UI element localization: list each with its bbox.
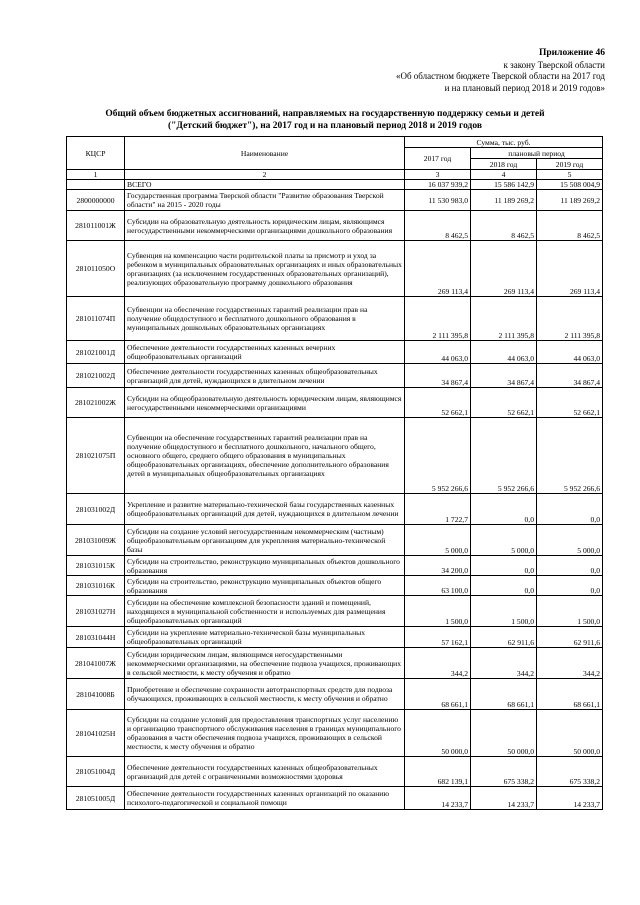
appendix-line: «Об областном бюджете Тверской области на 2017 год <box>395 71 605 81</box>
table-row <box>67 388 603 418</box>
row-value-2017: 8 462,5 <box>405 211 471 241</box>
row-name: Приобретение и обеспечение сохранности автотранспортных средств для подвоза обучающихся, проживающих в сельской местности, к месту обучения и обратно <box>125 679 405 710</box>
row-value-2017: 5 952 266,6 <box>405 418 471 494</box>
row-value-2018: 14 233,7 <box>471 787 537 810</box>
row-value-2018: 5 952 266,6 <box>471 418 537 494</box>
row-code: 281011050О <box>67 241 125 297</box>
row-name: Субвенции на обеспечение государственных гарантий реализации прав на получение общедоступного и бесплатного дошкольного, начального общего, основного общего, среднего общего образования в муниципальных общеобразовательных организациях, обеспечение дополнительного образования детей в муниципальных общеобразовательных организациях <box>125 418 405 494</box>
row-name: Субсидии на образовательную деятельность юридическим лицам, являющимся негосударственными некоммерческими организациями дошкольного образования <box>125 211 405 241</box>
row-value-2019: 11 189 269,2 <box>537 190 603 211</box>
row-value-2017: 50 000,0 <box>405 710 471 757</box>
table-row <box>67 648 603 679</box>
row-name: Укрепление и развитие материально-технической базы государственных казенных общеобразовательных организаций для детей, нуждающихся в длительном лечении <box>125 494 405 525</box>
row-value-2017: 269 113,4 <box>405 241 471 297</box>
row-name: Субсидии на общеобразовательную деятельность юридическим лицам, являющимся негосударственными некоммерческими организациями <box>125 388 405 418</box>
column-numbers-row <box>67 170 603 180</box>
row-code: 281011001Ж <box>67 211 125 241</box>
table-row <box>67 241 603 297</box>
row-value-2019: 675 338,2 <box>537 757 603 787</box>
row-value-2019: 34 867,4 <box>537 364 603 388</box>
table-row <box>67 180 603 190</box>
row-value-2017: 63 100,0 <box>405 576 471 596</box>
row-name: Обеспечение деятельности государственных казенных вечерних общеобразовательных организаций <box>125 341 405 364</box>
row-value-2017: 14 233,7 <box>405 787 471 810</box>
table-row <box>67 341 603 364</box>
row-name: Обеспечение деятельности государственных казенных организаций по оказанию психолого-педагогической и социальной помощи <box>125 787 405 810</box>
row-value-2019: 62 911,6 <box>537 627 603 648</box>
header-sum: Сумма, тыс. руб. <box>405 137 603 148</box>
row-value-2018: 0,0 <box>471 494 537 525</box>
row-code: 281031002Д <box>67 494 125 525</box>
row-value-2018: 34 867,4 <box>471 364 537 388</box>
row-code: 281031009Ж <box>67 525 125 556</box>
row-value-2019: 52 662,1 <box>537 388 603 418</box>
header-2018: 2018 год <box>471 159 537 170</box>
row-code: 281051005Д <box>67 787 125 810</box>
row-value-2018: 50 000,0 <box>471 710 537 757</box>
row-value-2019: 1 500,0 <box>537 596 603 627</box>
row-value-2019: 269 113,4 <box>537 241 603 297</box>
row-value-2017: 5 000,0 <box>405 525 471 556</box>
row-code: 281031044Н <box>67 627 125 648</box>
row-value-2019: 44 063,0 <box>537 341 603 364</box>
table-row <box>67 190 603 211</box>
row-name: Субсидии на обеспечение комплексной безопасности зданий и помещений, находящихся в муниципальной собственности и используемых для размещения общеобразовательных организаций <box>125 596 405 627</box>
row-value-2018: 11 189 269,2 <box>471 190 537 211</box>
header-2019: 2019 год <box>537 159 603 170</box>
table-row <box>67 525 603 556</box>
row-value-2018: 52 662,1 <box>471 388 537 418</box>
column-number: 5 <box>537 170 603 180</box>
document-title <box>40 108 610 132</box>
budget-table <box>66 136 603 810</box>
table-row <box>67 364 603 388</box>
column-number: 1 <box>67 170 125 180</box>
table-row <box>67 596 603 627</box>
table-row <box>67 679 603 710</box>
row-name: Субсидии юридическим лицам, являющимся негосударственными некоммерческими организациями, на обеспечение подвоза учащихся, проживающих в сельской местности, к месту обучения и обратно <box>125 648 405 679</box>
table-row <box>67 418 603 494</box>
row-code: 281031016К <box>67 576 125 596</box>
table-row <box>67 297 603 341</box>
row-value-2017: 34 200,0 <box>405 556 471 576</box>
row-value-2017: 1 500,0 <box>405 596 471 627</box>
appendix-line: и на плановый период 2018 и 2019 годов» <box>444 82 605 93</box>
row-value-2018: 5 000,0 <box>471 525 537 556</box>
row-code: 281021002Д <box>67 364 125 388</box>
row-value-2018: 0,0 <box>471 576 537 596</box>
title-line: Общий объем бюджетных ассигнований, направляемых на государственную поддержку семьи и детей <box>105 109 545 119</box>
row-value-2017: 11 530 983,0 <box>405 190 471 211</box>
table-row <box>67 494 603 525</box>
row-code: 281041007Ж <box>67 648 125 679</box>
appendix-line: к закону Тверской области <box>503 59 605 70</box>
row-value-2019: 8 462,5 <box>537 211 603 241</box>
row-value-2018: 68 661,1 <box>471 679 537 710</box>
row-code: 281011074П <box>67 297 125 341</box>
row-code: 281031027Н <box>67 596 125 627</box>
table-row <box>67 710 603 757</box>
appendix-header <box>396 48 605 94</box>
table-body <box>67 180 603 810</box>
row-value-2017: 344,2 <box>405 648 471 679</box>
row-value-2017: 57 162,1 <box>405 627 471 648</box>
row-value-2017: 1 722,7 <box>405 494 471 525</box>
row-code: 2800000000 <box>67 190 125 211</box>
row-code: 281041025Н <box>67 710 125 757</box>
row-value-2019: 2 111 395,8 <box>537 297 603 341</box>
table-row <box>67 757 603 787</box>
row-value-2018: 675 338,2 <box>471 757 537 787</box>
row-name: Субвенции на обеспечение государственных гарантий реализации прав на получение общедоступного и бесплатного дошкольного образования в муниципальных дошкольных образовательных организациях <box>125 297 405 341</box>
row-value-2017: 34 867,4 <box>405 364 471 388</box>
row-name: Субвенция на компенсацию части родительской платы за присмотр и уход за ребенком в муниципальных образовательных организациях и иных образовательных организациях (за исключением государственных образовательных организаций), реализующих образовательную программу дошкольного образования <box>125 241 405 297</box>
row-value-2017: 682 139,1 <box>405 757 471 787</box>
row-value-2017: 52 662,1 <box>405 388 471 418</box>
row-value-2019: 15 508 004,9 <box>537 180 603 190</box>
row-value-2018: 15 586 142,9 <box>471 180 537 190</box>
appendix-title: Приложение 46 <box>538 48 605 58</box>
row-value-2019: 0,0 <box>537 556 603 576</box>
row-value-2017: 2 111 395,8 <box>405 297 471 341</box>
row-code: 281021002Ж <box>67 388 125 418</box>
row-value-2019: 68 661,1 <box>537 679 603 710</box>
row-value-2019: 5 952 266,6 <box>537 418 603 494</box>
row-value-2018: 8 462,5 <box>471 211 537 241</box>
row-name: Субсидии на строительство, реконструкцию муниципальных объектов дошкольного образования <box>125 556 405 576</box>
row-value-2018: 269 113,4 <box>471 241 537 297</box>
table-row <box>67 211 603 241</box>
row-value-2017: 68 661,1 <box>405 679 471 710</box>
header-code: КЦСР <box>67 137 125 170</box>
row-value-2019: 0,0 <box>537 576 603 596</box>
table-row <box>67 556 603 576</box>
row-value-2018: 344,2 <box>471 648 537 679</box>
row-value-2018: 44 063,0 <box>471 341 537 364</box>
row-value-2017: 44 063,0 <box>405 341 471 364</box>
row-name: Обеспечение деятельности государственных казенных общеобразовательных организаций для детей с ограниченными возможностями здоровья <box>125 757 405 787</box>
row-value-2019: 14 233,7 <box>537 787 603 810</box>
header-plan-period: плановый период <box>471 148 603 159</box>
row-value-2018: 62 911,6 <box>471 627 537 648</box>
row-name: Субсидии на строительство, реконструкцию муниципальных объектов общего образования <box>125 576 405 596</box>
header-name: Наименование <box>125 137 405 170</box>
row-code: 281031015К <box>67 556 125 576</box>
table-row <box>67 576 603 596</box>
table-row <box>67 627 603 648</box>
column-number: 3 <box>405 170 471 180</box>
row-code: 281041008Б <box>67 679 125 710</box>
row-code: 281021075П <box>67 418 125 494</box>
column-number: 2 <box>125 170 405 180</box>
row-value-2017: 16 037 939,2 <box>405 180 471 190</box>
row-value-2019: 5 000,0 <box>537 525 603 556</box>
row-code: 281051004Д <box>67 757 125 787</box>
title-line: ("Детский бюджет"), на 2017 год и на плановый период 2018 и 2019 годов <box>167 121 482 131</box>
header-2017: 2017 год <box>405 148 471 170</box>
row-value-2018: 1 500,0 <box>471 596 537 627</box>
row-code: 281021001Д <box>67 341 125 364</box>
row-name: Субсидии на укрепление материально-технической базы муниципальных общеобразовательных организаций <box>125 627 405 648</box>
row-name: ВСЕГО <box>125 180 405 190</box>
row-value-2018: 2 111 395,8 <box>471 297 537 341</box>
row-value-2018: 0,0 <box>471 556 537 576</box>
row-value-2019: 344,2 <box>537 648 603 679</box>
row-name: Государственная программа Тверской области "Развитие образования Тверской области" на 2015 - 2020 годы <box>125 190 405 211</box>
row-code <box>67 180 125 190</box>
table-row <box>67 787 603 810</box>
row-value-2019: 0,0 <box>537 494 603 525</box>
row-name: Субсидии на создание условий для предоставления транспортных услуг населению и организацию транспортного обслуживания населения в границах муниципального образования в части обеспечения подвоза учащихся, проживающих в сельской местности, к месту обучения и обратно <box>125 710 405 757</box>
row-name: Субсидии на создание условий негосударственным некоммерческим (частным) общеобразовательным организациям для укрепления материально-технической базы <box>125 525 405 556</box>
row-name: Обеспечение деятельности государственных казенных общеобразовательных организаций для детей, нуждающихся в длительном лечении <box>125 364 405 388</box>
column-number: 4 <box>471 170 537 180</box>
row-value-2019: 50 000,0 <box>537 710 603 757</box>
